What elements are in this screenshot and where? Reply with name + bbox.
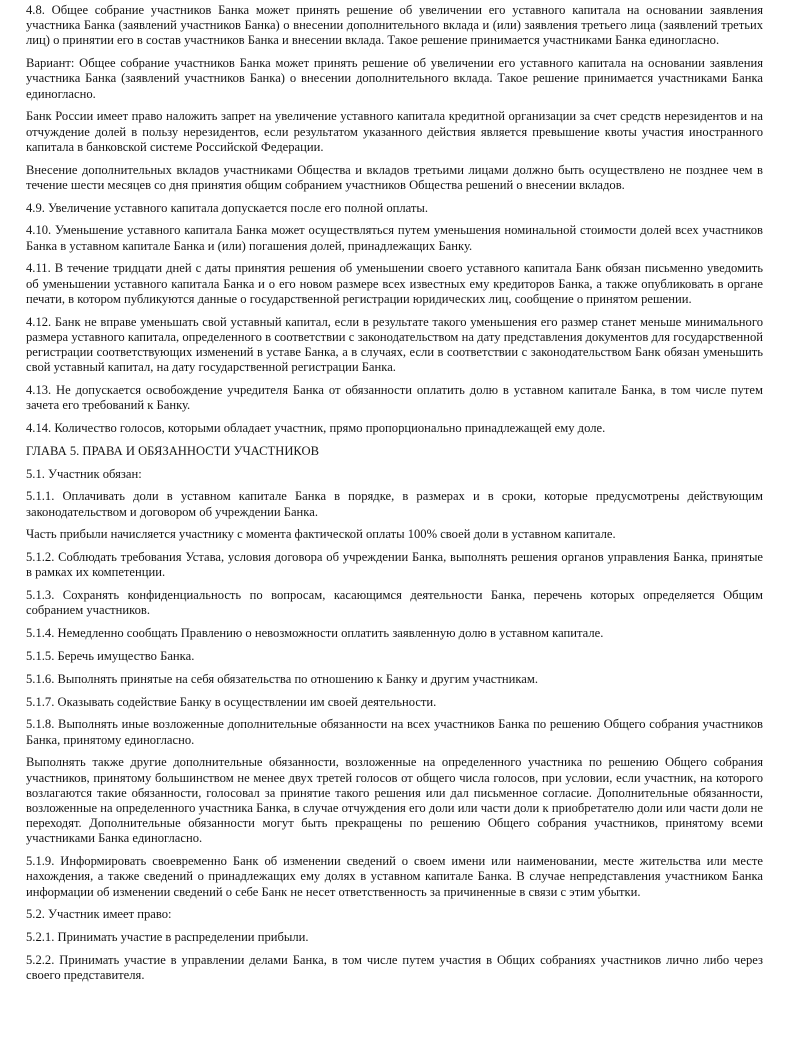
paragraph: 4.13. Не допускается освобождение учредителя Банка от обязанности оплатить долю в уставном капитале Банка, в том числе путем зачета его требований к Банку. bbox=[26, 383, 763, 413]
paragraph: 4.14. Количество голосов, которыми обладает участник, прямо пропорционально принадлежащей ему доле. bbox=[26, 421, 606, 436]
paragraph: 5.1.6. Выполнять принятые на себя обязательства по отношению к Банку и другим участникам. bbox=[26, 671, 539, 686]
paragraph: Внесение дополнительных вкладов участниками Общества и вкладов третьими лицами должно быть осуществлено не позднее чем в течение шести месяцев со дня принятия общим собранием участников Общества решений о внесении вкладов. bbox=[26, 162, 763, 192]
paragraph: 5.1.8. Выполнять иные возложенные дополнительные обязанности на всех участников Банка по решению Общего собрания участников Банка, принятому единогласно. bbox=[26, 717, 763, 747]
paragraph: 5.2.1. Принимать участие в распределении прибыли. bbox=[26, 930, 309, 945]
paragraph: 4.12. Банк не вправе уменьшать свой уставный капитал, если в результате такого уменьшения его размер станет меньше минимального размера уставного капитала, определенного в соответствии с законодательством на дату представления документов для государственной регистрации соответствующих изменений в уставе Банка, а в случаях, если в соответствии с законодательством Банк обязан уменьшить свой уставный капитал, на дату государственной регистрации Банка. bbox=[26, 314, 763, 375]
paragraph: 4.11. В течение тридцати дней с даты принятия решения об уменьшении своего уставного капитала Банк обязан письменно уведомить об уменьшении уставного капитала Банка и о его новом размере всех известных ему кредиторов Банка, а также опубликовать в органе печати, в котором публикуются данные о государственной регистрации юридических лиц, сообщение о принятом решении. bbox=[26, 261, 763, 306]
paragraph: 4.8. Общее собрание участников Банка может принять решение об увеличении его уставного капитала на основании заявления участника Банка (заявлений участников Банка) о внесении дополнительного вклада и (или) заявления третьего лица (заявлений третьих лиц) о принятии его в состав участников Банка и внесении вклада. Такое решение принимается участниками Банка единогласно. bbox=[26, 3, 763, 48]
paragraph: 5.1.9. Информировать своевременно Банк об изменении сведений о своем имени или наименовании, месте жительства или месте нахождения, а также сведений о принадлежащих ему долях в уставном капитале Банка. В случае непредставления участником Банка информации об изменении сведений о себе Банк не несет ответственность за причиненные в связи с этим убытки. bbox=[26, 854, 763, 899]
paragraph: 5.2. Участник имеет право: bbox=[26, 907, 172, 922]
paragraph: 5.1.4. Немедленно сообщать Правлению о невозможности оплатить заявленную долю в уставном капитале. bbox=[26, 626, 604, 641]
paragraph: 4.10. Уменьшение уставного капитала Банка может осуществляться путем уменьшения номинальной стоимости долей всех участников Банка в уставном капитале Банка и (или) погашения долей, принадлежащих Банку. bbox=[26, 223, 763, 253]
paragraph: 4.9. Увеличение уставного капитала допускается после его полной оплаты. bbox=[26, 200, 429, 215]
paragraph: 5.1.5. Беречь имущество Банка. bbox=[26, 649, 195, 663]
chapter-heading: ГЛАВА 5. ПРАВА И ОБЯЗАННОСТИ УЧАСТНИКОВ bbox=[26, 443, 320, 458]
paragraph: 5.2.2. Принимать участие в управлении делами Банка, в том числе путем участия в Общих собраниях участников лично либо через своего представителя. bbox=[26, 953, 763, 983]
paragraph: Банк России имеет право наложить запрет на увеличение уставного капитала кредитной организации за счет средств нерезидентов и на отчуждение долей в пользу нерезидентов, если результатом указанного действия является превышение квоты участия иностранного капитала в банковской системе Российской Федерации. bbox=[26, 109, 763, 154]
paragraph: Вариант: Общее собрание участников Банка может принять решение об увеличении его уставного капитала на основании заявления участника Банка (заявлений участников Банка) о внесении дополнительного вклада. Такое решение принимается участниками Банка единогласно. bbox=[26, 56, 763, 101]
paragraph: 5.1.7. Оказывать содействие Банку в осуществлении им своей деятельности. bbox=[26, 694, 437, 709]
document-body bbox=[26, 3, 763, 983]
paragraph: 5.1.3. Сохранять конфиденциальность по вопросам, касающимся деятельности Банка, перечень которых определяется Общим собранием участников. bbox=[26, 588, 763, 618]
paragraph: Выполнять также другие дополнительные обязанности, возложенные на определенного участника по решению Общего собрания участников, принятому большинством не менее двух третей голосов от общего числа голосов, при условии, если участник, на которого возлагаются такие обязанности, голосовал за принятие такого решения или дал письменное согласие. Дополнительные обязанности, возложенные на определенного участника Банка, в случае отчуждения его доли или части доли к приобретателю доли или части доли не переходят. Дополнительные обязанности могут быть прекращены по решению Общего собрания участников, принятому всеми участниками Банка единогласно. bbox=[26, 755, 763, 846]
paragraph: 5.1.2. Соблюдать требования Устава, условия договора об учреждении Банка, выполнять решения органов управления Банка, принятые в рамках их компетенции. bbox=[26, 550, 763, 580]
paragraph: 5.1.1. Оплачивать доли в уставном капитале Банка в порядке, в размерах и в сроки, которые предусмотрены действующим законодательством и договором об учреждении Банка. bbox=[26, 489, 763, 519]
paragraph: 5.1. Участник обязан: bbox=[26, 466, 142, 481]
paragraph: Часть прибыли начисляется участнику с момента фактической оплаты 100% своей доли в уставном капитале. bbox=[26, 527, 616, 542]
